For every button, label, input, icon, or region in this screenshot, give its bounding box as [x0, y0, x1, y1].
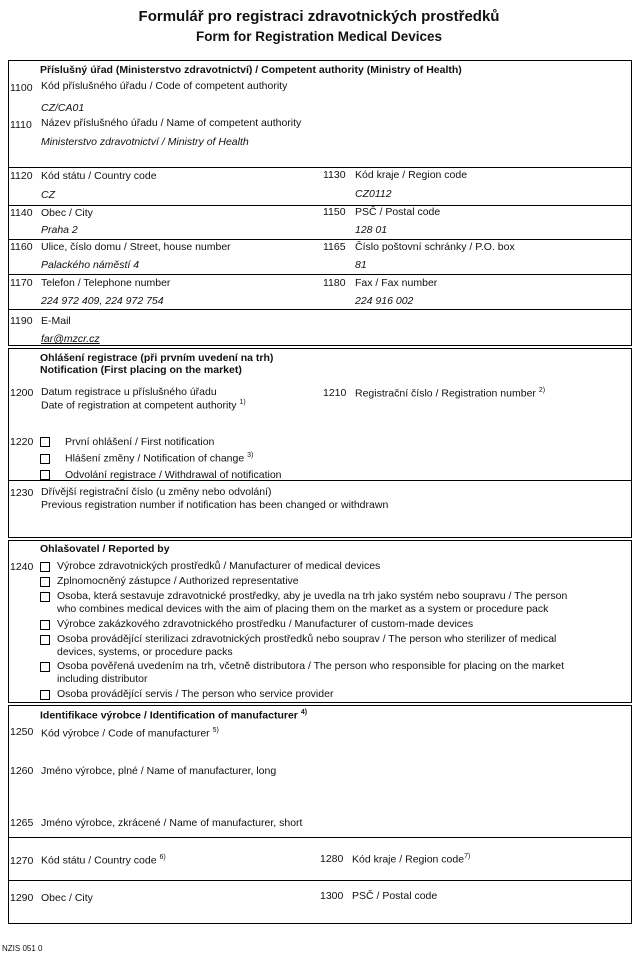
field-1270-label-text: Kód státu / Country code: [41, 854, 157, 867]
field-1290-label: Obec / City: [41, 892, 93, 904]
custom-made-label: Výrobce zakázkového zdravotnického prostředku / Manufacturer of custom-made devices: [57, 618, 474, 630]
footnote-7: 7): [464, 853, 471, 860]
field-1160-label: Ulice, číslo domu / Street, house number: [41, 241, 231, 253]
field-1200-code: 1200: [10, 387, 34, 399]
field-1300-code: 1300: [320, 890, 344, 902]
field-1170-value[interactable]: 224 972 409, 224 972 754: [41, 295, 164, 307]
field-1230-code: 1230: [10, 487, 34, 499]
field-1280-label: [352, 853, 470, 866]
field-1165-code: 1165: [323, 241, 346, 253]
field-1300-label: PSČ / Postal code: [352, 890, 438, 902]
field-1130-code: 1130: [323, 169, 346, 181]
form-title-cz: Formulář pro registraci zdravotnických prostředků: [138, 8, 500, 25]
notification-change-label: [65, 452, 253, 465]
field-1180-code: 1180: [323, 277, 346, 289]
authorized-rep-label: Zplnomocněný zástupce / Authorized representative: [57, 575, 299, 587]
footnote-2: 2): [538, 387, 546, 394]
sterilizer-label-2: devices, systems, or procedure packs: [57, 646, 233, 658]
field-1280-label-text: Kód kraje / Region code: [352, 853, 465, 866]
authorized-rep-checkbox[interactable]: [40, 577, 50, 590]
distributor-checkbox[interactable]: [40, 662, 50, 675]
withdrawal-label: Odvolání registrace / Withdrawal of notification: [65, 469, 282, 481]
field-1260-label: Jméno výrobce, plné / Name of manufacturer, long: [41, 765, 277, 777]
field-1110-value[interactable]: Ministerstvo zdravotnictví / Ministry of Health: [41, 136, 249, 148]
field-1100-code: 1100: [10, 82, 33, 94]
reporter-heading: Ohlašovatel / Reported by: [40, 543, 170, 555]
system-assembler-checkbox[interactable]: [40, 592, 50, 605]
sterilizer-label-1: Osoba provádějící sterilizaci zdravotnických prostředků nebo souprav / The person who sterilizer of medical: [57, 633, 557, 645]
field-1260-code: 1260: [10, 765, 34, 777]
field-1250-label-text: Kód výrobce / Code of manufacturer: [41, 727, 210, 740]
system-assembler-label-1: Osoba, která sestavuje zdravotnické prostředky, aby je uvedla na trh jako systém nebo soupravu / The person: [57, 590, 568, 602]
field-1210-label-text: Registrační číslo / Registration number: [355, 387, 536, 400]
field-1250-code: 1250: [10, 726, 34, 738]
field-1150-code: 1150: [323, 206, 346, 218]
field-1165-label: Číslo poštovní schránky / P.O. box: [355, 241, 515, 253]
field-1210-code: 1210: [323, 387, 347, 399]
field-1130-value[interactable]: CZ0112: [355, 188, 392, 200]
service-provider-label: Osoba provádějící servis / The person who service provider: [57, 688, 334, 700]
custom-made-checkbox[interactable]: [40, 620, 50, 633]
first-notification-checkbox[interactable]: [40, 437, 50, 450]
field-1270-label: [41, 854, 166, 867]
field-1120-label: Kód státu / Country code: [41, 170, 157, 182]
authority-heading: Příslušný úřad (Ministerstvo zdravotnictví) / Competent authority (Ministry of Health): [40, 64, 462, 76]
field-1130-label: Kód kraje / Region code: [355, 169, 468, 181]
field-1180-label: Fax / Fax number: [355, 277, 438, 289]
field-1290-code: 1290: [10, 892, 34, 904]
field-1220-code: 1220: [10, 436, 34, 448]
first-notification-label: První ohlášení / First notification: [65, 436, 215, 448]
field-1165-value[interactable]: 81: [355, 259, 367, 271]
field-1100-value[interactable]: CZ/CA01: [41, 102, 85, 114]
form-code: NZIS 051 0: [2, 944, 43, 953]
manufacturer-heading: [40, 709, 307, 722]
field-1140-label: Obec / City: [41, 207, 93, 219]
field-1230-label-cz: Dřívější registrační číslo (u změny nebo odvolání): [41, 486, 272, 498]
field-1150-label: PSČ / Postal code: [355, 206, 441, 218]
field-1265-label: Jméno výrobce, zkrácené / Name of manufacturer, short: [41, 817, 303, 829]
field-1140-value[interactable]: Praha 2: [41, 224, 78, 236]
field-1200-label-en: [41, 399, 246, 412]
footnote-6: 6): [159, 854, 166, 861]
field-1280-code: 1280: [320, 853, 344, 865]
field-1160-code: 1160: [10, 241, 33, 253]
field-1110-label: Název příslušného úřadu / Name of competent authority: [41, 117, 302, 129]
field-1240-code: 1240: [10, 561, 34, 573]
notification-heading-en: Notification (First placing on the market): [40, 364, 242, 376]
footnote-5: 5): [212, 727, 219, 734]
footnote-1: 1): [239, 399, 246, 406]
manufacturer-option-label: Výrobce zdravotnických prostředků / Manufacturer of medical devices: [57, 560, 381, 572]
field-1265-code: 1265: [10, 817, 34, 829]
field-1250-label: [41, 727, 219, 740]
manufacturer-checkbox[interactable]: [40, 562, 50, 575]
field-1190-label: E-Mail: [41, 315, 71, 327]
field-1180-value[interactable]: 224 916 002: [355, 295, 414, 307]
service-provider-checkbox[interactable]: [40, 690, 50, 703]
field-1190-code: 1190: [10, 315, 33, 327]
field-1140-code: 1140: [10, 207, 33, 219]
field-1110-code: 1110: [10, 119, 32, 131]
notification-change-checkbox[interactable]: [40, 454, 50, 467]
distributor-label-2: including distributor: [57, 673, 148, 685]
field-1230-label-en: Previous registration number if notification has been changed or withdrawn: [41, 499, 389, 511]
field-1270-code: 1270: [10, 855, 34, 867]
field-1120-code: 1120: [10, 170, 33, 182]
field-1200-label-en-text: Date of registration at competent authority: [41, 399, 237, 412]
field-1200-label-cz: Datum registrace u příslušného úřadu: [41, 386, 217, 398]
system-assembler-label-2: who combines medical devices with the aim of placing them on the market as a system or procedure pack: [57, 603, 549, 615]
email-link[interactable]: far@mzcr.cz: [41, 333, 100, 345]
field-1170-label: Telefon / Telephone number: [41, 277, 171, 289]
sterilizer-checkbox[interactable]: [40, 635, 50, 648]
field-1100-label: Kód příslušného úřadu / Code of competent authority: [41, 80, 288, 92]
manufacturer-heading-text: Identifikace výrobce / Identification of manufacturer: [40, 709, 298, 722]
field-1170-code: 1170: [10, 277, 33, 289]
distributor-label-1: Osoba pověřená uvedením na trh, včetně distributora / The person who responsible for placing on the market: [57, 660, 565, 672]
footnote-3: 3): [247, 452, 254, 459]
notification-change-text: Hlášení změny / Notification of change: [65, 452, 245, 465]
notification-heading-cz: Ohlášení registrace (při prvním uvedení na trh): [40, 352, 274, 364]
field-1120-value[interactable]: CZ: [41, 189, 55, 201]
withdrawal-checkbox[interactable]: [40, 470, 50, 483]
form-title-en: Form for Registration Medical Devices: [195, 29, 443, 44]
field-1160-value[interactable]: Palackého náměstí 4: [41, 259, 140, 271]
field-1150-value[interactable]: 128 01: [355, 224, 388, 236]
field-1210-label: [355, 387, 545, 400]
footnote-4: 4): [300, 709, 308, 716]
